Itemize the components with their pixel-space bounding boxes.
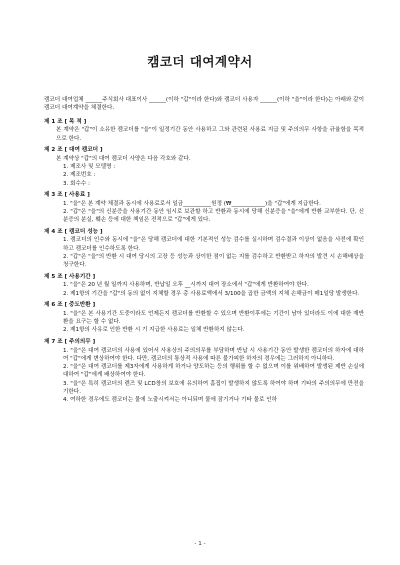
article-heading: 제 6 조 [ 중도반환 ] <box>44 302 96 309</box>
article-item: 3. "을"은 특히 캠코더의 렌즈 및 LCD창의 보호에 유의하여 흠집이 발생하지 않도록 하여야 하며 기타의 주의의무에 만전을 기한다. <box>63 380 364 395</box>
article-item: 2. 제조번호 : <box>63 172 96 179</box>
article-6 <box>44 301 364 335</box>
article-heading: 제 2 조 [ 대여 캠코더 ] <box>44 146 103 153</box>
article-4 <box>44 228 364 270</box>
article-item: 1. "을"은 20 년 월 일까지 사용하며, 반납일 오후 __시까지 대여 장소에서 "갑"에게 반환하여야 한다. <box>63 282 309 289</box>
article-3 <box>44 191 364 225</box>
article-item: 2. 제1항의 사유로 인한 반환 시 기 지급한 사용료는 일체 반환하지 않는다. <box>63 327 245 334</box>
article-item: 1. "을"은 본 사용기간 도중이라도 언제든지 캠코더를 반환할 수 있으며 반환이후에는 기간이 남아 있더라도 이에 대한 재반환을 요구는 할 수 없다. <box>63 310 364 326</box>
article-heading: 제 5 조 [ 사용기간 ] <box>44 273 96 280</box>
document-body <box>44 96 364 405</box>
article-heading: 제 4 조 [ 캠코더 성능 ] <box>44 228 103 235</box>
article-item: 3. 회수수 : <box>63 180 90 187</box>
article-item: 1. 제조사 및 모델명 : <box>63 164 116 171</box>
article-1 <box>44 118 364 143</box>
article-2 <box>44 146 364 188</box>
article-heading: 제 7 조 [ 주의의무 ] <box>44 338 96 345</box>
article-item-list <box>44 281 364 298</box>
article-7 <box>44 338 364 405</box>
article-item: 2. 제1항의 기간을 "갑"의 동의 없이 지체할 경우 총 사용료액에서 3/100을 곱한 금액의 지체 손해금이 매1일당 발생한다. <box>63 290 360 297</box>
article-item: 2. "갑"은 "을"의 신분증을 사용기간 동안 임시로 보관할 하고 반환과 동시에 당해 신분증을 "을"에게 반환 교부한다. 단, 신분증의 분실, 훼손 등에 대한 책임은 전적으로 "갑"에게 있다. <box>63 209 364 224</box>
article-item-list <box>44 310 364 335</box>
article-heading: 제 3 조 [ 사용료 ] <box>44 191 90 198</box>
article-item-list <box>44 200 364 225</box>
article-item: 1. 캠코더의 인수와 동시에 "을"은 당해 캠코더에 대한 기본적인 성능 검수를 실시하며 검수결과 이상이 없음을 사전에 확인하고 캠코더를 인수하도록 한다. <box>63 237 364 252</box>
page-number: - 1 - <box>194 541 206 547</box>
article-heading: 제 1 조 [ 목 적 ] <box>44 118 87 125</box>
article-item: 2. "갑"은 "을"의 반환 시 대여 당시의 고장 등 성능과 상이한 점이 없는 지를 검수하고 반환받고 하자의 발견 시 손해배상을 청구한다. <box>63 254 364 269</box>
article-item: 1. "을"은 대여 캠코더의 사용에 있어서 사용상의 주의의무를 부담하며 반납 시 사용기간 동안 발생한 캠코더의 하자에 대하여 "갑"에게 변상하여야 한다. 다만, 캠코더의 통상적 사용에 따른 불가피한 하자의 경우에는 그러하지 아니하다. <box>63 347 364 362</box>
article-item-list <box>44 236 364 269</box>
article-5 <box>44 273 364 298</box>
document-title: 캠코더 대여계약서 <box>147 54 253 69</box>
article-paragraph: 본 계약상 "갑"의 대여 캠코더 사양은 다음 각호와 같다. <box>56 155 191 162</box>
article-item: 2. "을"은 대여 캠코더를 제3자에게 사용하게 하거나 양도하는 등의 행위를 할 수 없으며 이를 위배하여 발생된 제반 손실에 대하여 "갑"에게 배상하여야 한다. <box>63 364 364 379</box>
article-item: 1. "을"은 본 계약 체결과 동시에 사용료로서 일금__________원정 (₩____________)을 "갑"에게 지급한다. <box>63 200 321 207</box>
article-item: 4. 여하한 경우에도 캠코더는 물에 노출시켜서는 아니되며 물에 잠기거나 기타 물로 인하 <box>63 397 278 404</box>
article-paragraph: 본 계약은 "갑"이 소유한 캠코더를 "을"이 일정기간 동안 사용하고 그와 관련된 사용료 지급 및 주의의무 사항을 규율함을 목적으로 한다. <box>56 127 364 142</box>
articles-container <box>44 118 364 405</box>
article-item-list <box>44 347 364 405</box>
article-item-list <box>44 163 364 188</box>
intro-paragraph: 캠코더 대여업체 ______주식회사 대표이사 ______(이하 "갑"이라 한다)와 캠코더 사용자 ______(이하 "을"이라 한다)는 아래와 같이 캠코더 대여계약을 체결한다. <box>44 97 364 112</box>
